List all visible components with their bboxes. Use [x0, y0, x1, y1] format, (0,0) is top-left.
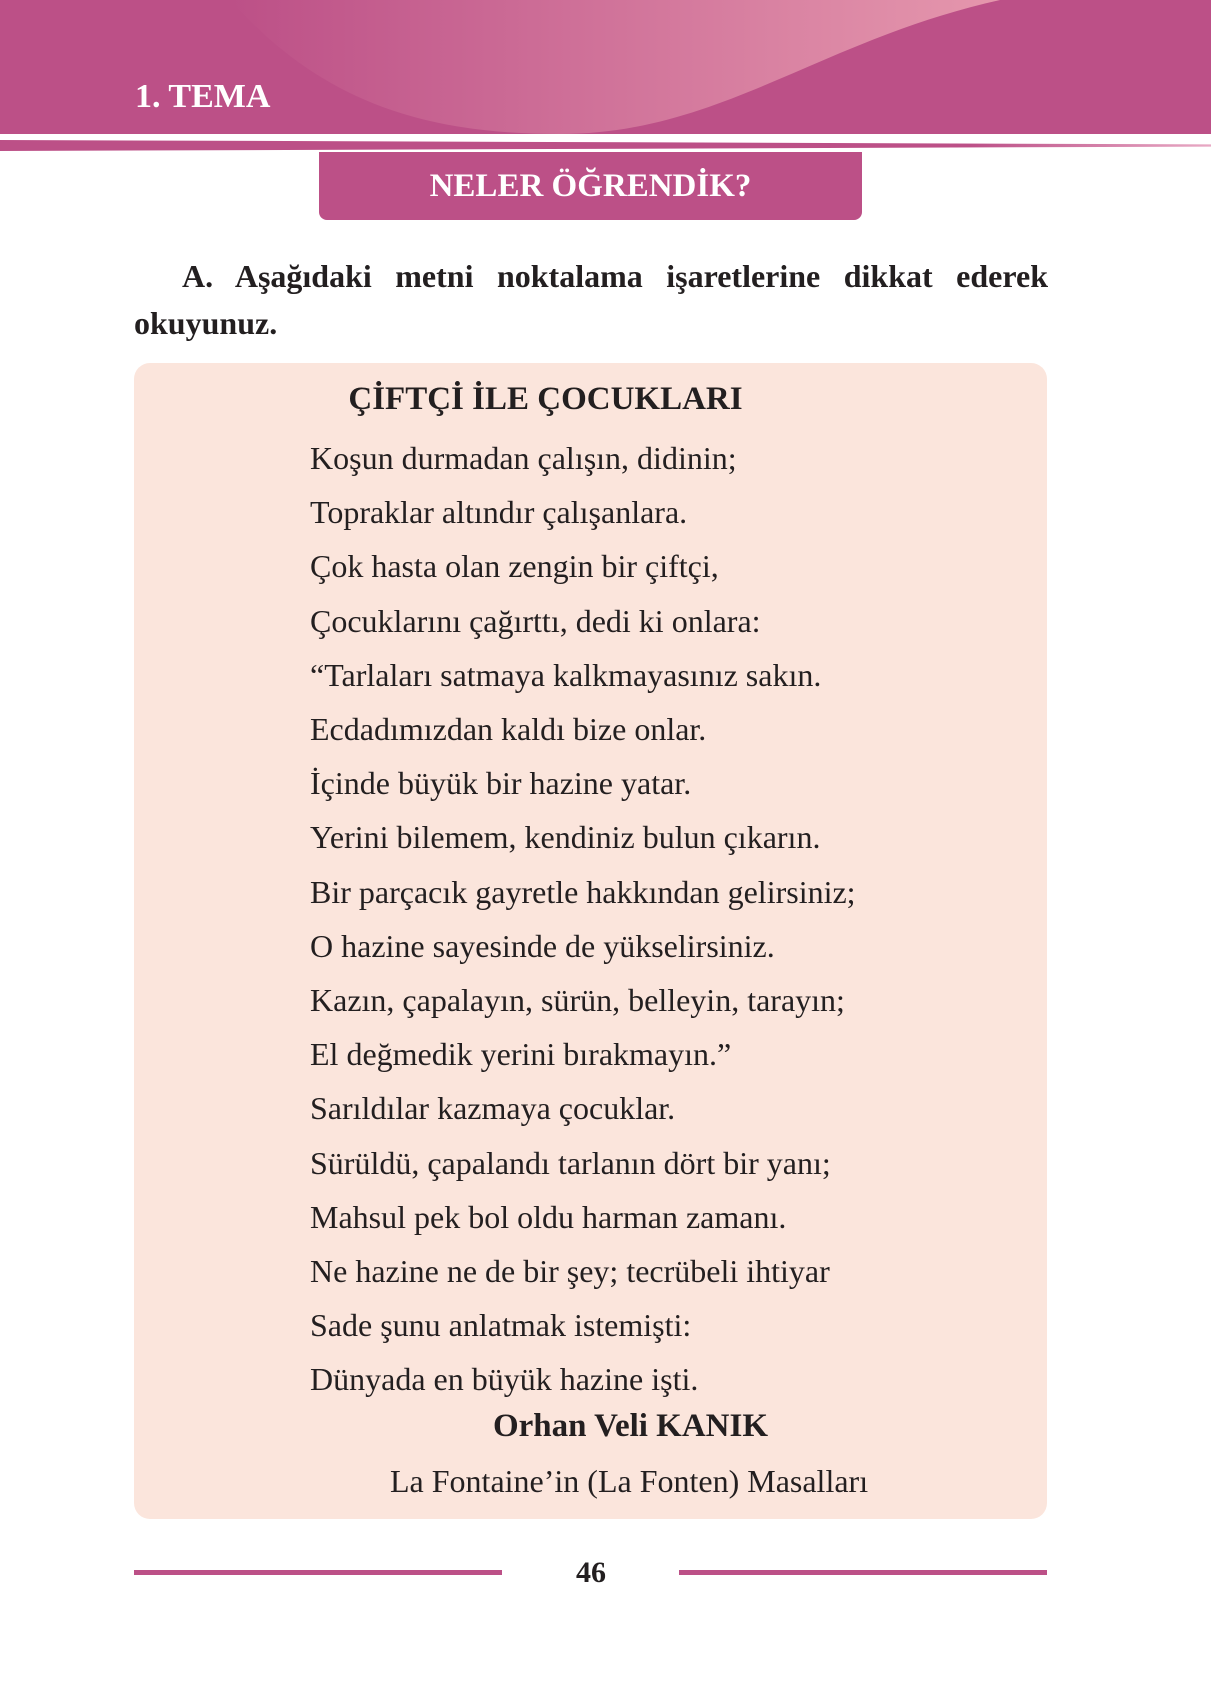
poem-line: Mahsul pek bol oldu harman zamanı.: [310, 1198, 787, 1235]
poem-author: Orhan Veli KANIK: [492, 1408, 769, 1444]
poem-line: Kazın, çapalayın, sürün, belleyin, tarayın;: [310, 982, 845, 1019]
poem-line: “Tarlaları satmaya kalkmayasınız sakın.: [310, 656, 822, 693]
poem-line: O hazine sayesinde de yükselirsiniz.: [310, 927, 775, 964]
poem-line: El değmedik yerini bırakmayın.”: [310, 1036, 732, 1073]
poem-line: Ne hazine ne de bir şey; tecrübeli ihtiyar: [310, 1253, 830, 1290]
poem-line: Topraklar altındır çalışanlara.: [310, 494, 688, 531]
poem-line: İçinde büyük bir hazine yatar.: [310, 765, 692, 802]
poem-line: Sarıldılar kazmaya çocuklar.: [310, 1090, 676, 1127]
poem-line: Yerini bilemem, kendiniz bulun çıkarın.: [310, 819, 821, 856]
poem-lines: [310, 431, 856, 1407]
poem-title: ÇİFTÇİ İLE ÇOCUKLARI: [348, 381, 743, 417]
instruction-text: A. Aşağıdaki metni noktalama işaretlerine dikkat ederek okuyunuz.: [134, 258, 1048, 341]
poem-line: Koşun durmadan çalışın, didinin;: [310, 440, 737, 476]
poem-line: Çocuklarını çağırttı, dedi ki onlara:: [310, 602, 761, 639]
poem-line: Çok hasta olan zengin bir çiftçi,: [310, 548, 719, 585]
page-number: 46: [576, 1556, 606, 1589]
poem-box: [134, 363, 1047, 1519]
poem-line: Sade şunu anlatmak istemişti:: [310, 1307, 692, 1344]
theme-title: 1. TEMA: [135, 78, 271, 115]
header-stripe: [0, 140, 1211, 151]
footer-line-left: [134, 1570, 502, 1575]
footer-line-right: [679, 1570, 1047, 1575]
poem-line: Bir parçacık gayretle hakkından gelirsiniz;: [310, 873, 856, 910]
poem-line: Dünyada en büyük hazine işti.: [310, 1361, 699, 1398]
poem-source: La Fontaine’in (La Fonten) Masalları: [390, 1463, 869, 1499]
header-band: [0, 0, 1211, 134]
poem-line: Ecdadımızdan kaldı bize onlar.: [310, 711, 707, 748]
section-badge: NELER ÖĞRENDİK?: [319, 152, 862, 220]
poem-line: Sürüldü, çapalandı tarlanın dört bir yanı;: [310, 1144, 831, 1181]
